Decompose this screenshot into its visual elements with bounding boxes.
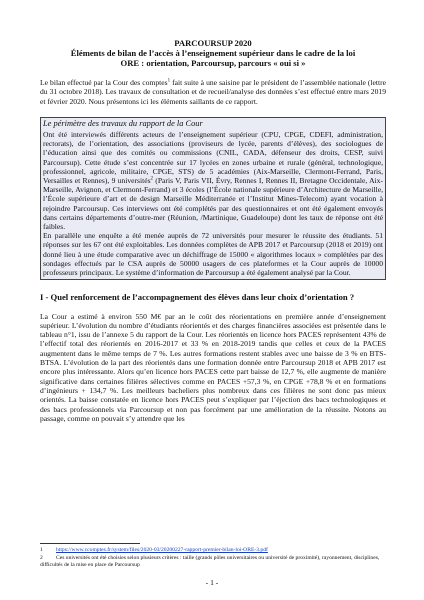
intro-text-part2: fait suite à une saisine par le président de l’assemblée nationale (lettre du 31 octobre 2018). Les travaux de consultation et de recueil/analyse des données s’est effectué entre mars 2019 et février 2020. Nous présentons ici les éléments saillants de ce rapport. bbox=[40, 78, 386, 106]
scope-box-text-1b: (Paris V, Paris VII, Évry, Rennes I, Rennes II, Bretagne Occidentale, Aix-Marseille, Avignon, et Clermont-Ferrand) et 3 écoles (l’École nationale supérieure d’Architecture de Marseille, l’École supérieure d’art et de design Marseille Méditerranée et l’Institut Mines-Telecom) ayant vocation à rejoindre Parcoursup. Ces interviews ont été complétés par des questionnaires et ont été également envoyés dans certains départements d’outre-mer (Réunion, /Martinique, Guadeloupe) dont les taux de réponse ont été faibles. bbox=[43, 175, 383, 231]
footnote-1-number: 1 bbox=[40, 547, 43, 553]
footnote-2-text: Ces universités ont été choisies selon plusieurs critères : taille (grands pôles universitaires ou université de proximité), rayonnement, disciplines, difficultés de la mise en place de Parcoursup bbox=[40, 555, 380, 568]
document-subtitle-line1: Éléments de bilan de l’accès à l’enseignement supérieur dans le cadre de la loi bbox=[70, 48, 356, 58]
document-title: PARCOURSUP 2020 bbox=[174, 38, 252, 48]
section-body: La Cour a estimé à environ 550 M€ par an le coût des réorientations en première année d’enseignement supérieur. L’évolution du nombre d’étudiants réorientés et des charges financières associées est présentée dans le tableau n°1, issu de l’annexe 5 du rapport de la Cour. Les réorientés en licence hors PACES représentent 43% de l’effectif total des réorientés en 2016-2017 et 33 % en 2018-2019 tandis que celles et ceux de la PACES augmentent dans le même temps de 7 %. Les autres formations restent stables avec une baisse de 3 % en BTS-BTSA. L’évolution de la part des réorientés dans une formation donnée entre Parcoursup 2018 et APB 2017 est encore plus intéressante. Alors qu’en licence hors PACES cette part baisse de 12,7 %, elle augmente de manière significative dans certaines filières sélectives comme en PACES +57,3 %, en CPGE +78,8 % et en formations d’ingénieurs + 134,7 %. Les meilleurs bacheliers plus nombreux dans ces filières ne sont donc pas mieux orientés. La baisse constatée en licence hors PACES peut s’expliquer par l’éjection des bacs technologiques et des bacs professionnels via Parcoursup et non pas forcément par une amélioration de la réussite. Notons au passage, comme on pouvait s’y attendre que les bbox=[40, 311, 386, 423]
scope-box-paragraph-2: En parallèle une enquête a été menée auprès de 72 universités pour mesurer le réussite des étudiants. 51 réponses sur les 67 ont été exploitables. Les données complètes de APB 2017 et Parcoursup (2018 et 2019) ont donné lieu à une étude comparative avec un déchiffrage de 15000 « algorithmes locaux » complétées par des sondages effectués par le CSA auprès de 50000 usagers de ces plateformes et la Cour auprès de 10000 professeurs principaux. Le système d’information de Parcoursup a été également analysé par la Cour. bbox=[43, 231, 383, 277]
footnote-1-link[interactable]: https://www.ccomptes.fr/system/files/2020-03/20200227-rapport-premier-bilan-loi-ORE-3.pdf bbox=[56, 547, 268, 553]
section-heading: I - Quel renforcement de l’accompagnement des élèves dans leur choix d’orientation ? bbox=[40, 292, 355, 303]
scope-box-title: Le périmètre des travaux du rapport de la Cour bbox=[43, 118, 203, 128]
intro-text-part1: Le bilan effectué par la Cour des comptes bbox=[40, 78, 168, 87]
footnote-2 bbox=[40, 555, 386, 569]
page-number: - 1 - bbox=[205, 578, 219, 587]
footnote-ref-1[interactable]: 1 bbox=[167, 78, 171, 84]
scope-box bbox=[40, 117, 386, 280]
footnote-2-number: 2 bbox=[40, 555, 43, 561]
intro-paragraph bbox=[40, 78, 386, 106]
scope-box-paragraph-1 bbox=[43, 130, 383, 231]
footnote-separator bbox=[40, 543, 140, 544]
footnote-ref-2[interactable]: 2 bbox=[150, 176, 154, 182]
document-subtitle-line2: ORE : orientation, Parcoursup, parcours « oui si » bbox=[120, 58, 306, 68]
scope-box-text-1a: Ont été interviewés différents acteurs de l’enseignement supérieur (CPU, CPGE, CDEFI, administration, rectorats), de l’orientation, des associations (proviseurs de lycée, parents d’élèves), des sociologues de l’éducation ainsi que des comités ou commissions (CNIL, CADA, défenseur des droits, CESP, suivi Parcoursup). Cette étude s’est concentrée sur 17 lycées en zones urbaine et rurale (général, technologique, professionnel, agricole, militaire, CPGE, STS) de 5 académies (Aix-Marseille, Clermont-Ferrand, Paris, Versailles et Rennes), 9 universités bbox=[43, 129, 383, 185]
footnote-1 bbox=[40, 547, 386, 554]
